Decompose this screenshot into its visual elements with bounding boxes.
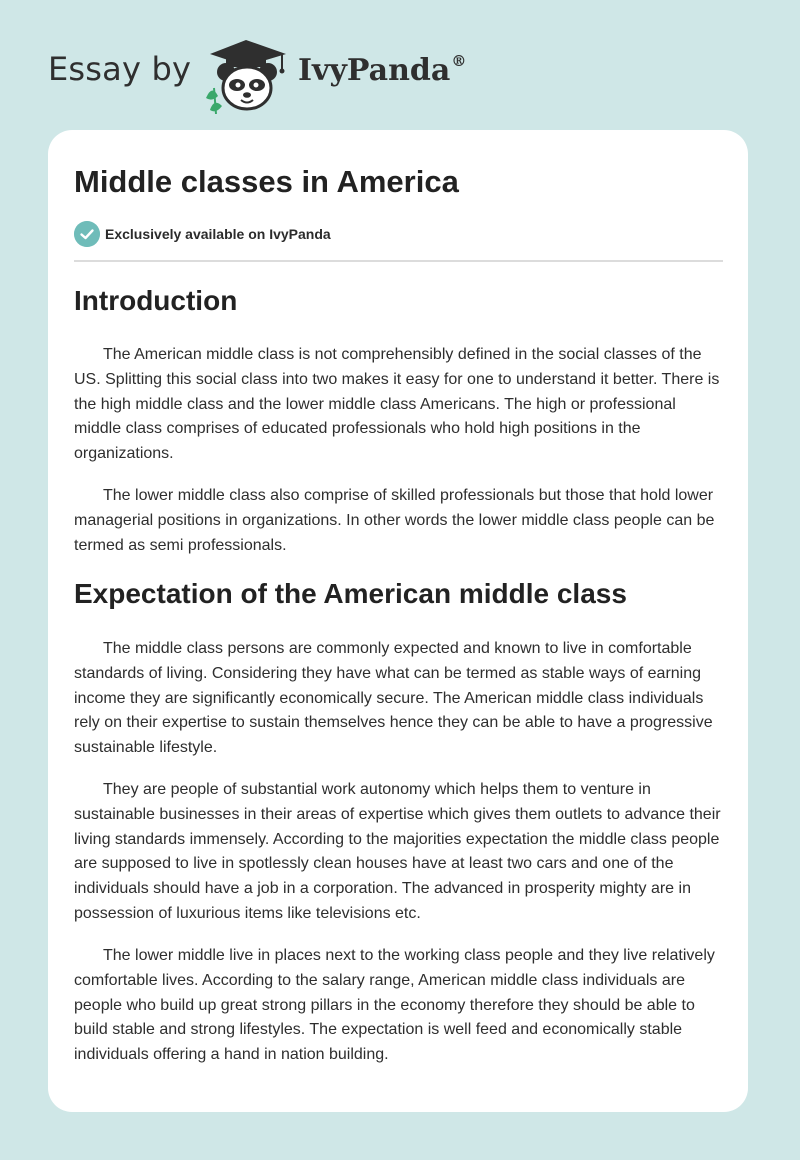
paragraph: The American middle class is not comprehensibly defined in the social classes of the US. Splitting this social class into two makes it easy for one to understand it better. There is the high middle class and the lower middle class Americans. The high or professional middle class comprises of educated professionals who hold high positions in the organizations. [74,346,720,463]
exclusive-badge-text: Exclusively available on IvyPanda [105,226,331,242]
paragraph: The lower middle class also comprise of skilled professionals but those that hold lower managerial positions in organizations. In other words the lower middle class people can be termed as semi professionals. [74,487,715,554]
exclusive-badge [74,221,331,247]
essay-by-label: Essay by [48,50,192,88]
divider [74,260,723,262]
brand-name-text: IvyPanda [298,53,451,88]
page-title: Middle classes in America [74,164,459,199]
paragraph: The lower middle live in places next to the working class people and they live relatively comfortable lives. According to the salary range, American middle class individuals are people who build up great strong pillars in the economy therefore they should be able to build stable and strong lifestyles. The expectation is well feed and economically stable individuals offering a hand in nation building. [74,947,715,1064]
panda-graduation-cap-icon[interactable] [200,36,296,114]
section-heading-introduction: Introduction [74,285,238,316]
brand-name[interactable] [298,52,466,88]
paragraph: The middle class persons are commonly expected and known to live in comfortable standards of living. Considering they have what can be termed as stable ways of earning income they are significantly economically secure. The American middle class individuals rely on their expertise to sustain themselves hence they can be able to have a progressive sustainable lifestyle. [74,640,713,757]
paragraph: They are people of substantial work autonomy which helps them to venture in sustainable businesses in their areas of expertise which gives them outlets to advance their living standards immensely. According to the majorities expectation the middle class people are supposed to live in spotlessly clean houses have at least two cars and one of the individuals should have a job in a corporation. The advanced in prosperity mighty are in possession of luxurious items like televisions etc. [74,781,721,922]
essay-card [48,130,748,1112]
section-heading-expectation: Expectation of the American middle class [74,578,627,609]
check-circle-icon [74,221,100,247]
site-header [0,0,800,130]
registered-mark: ® [451,52,467,70]
